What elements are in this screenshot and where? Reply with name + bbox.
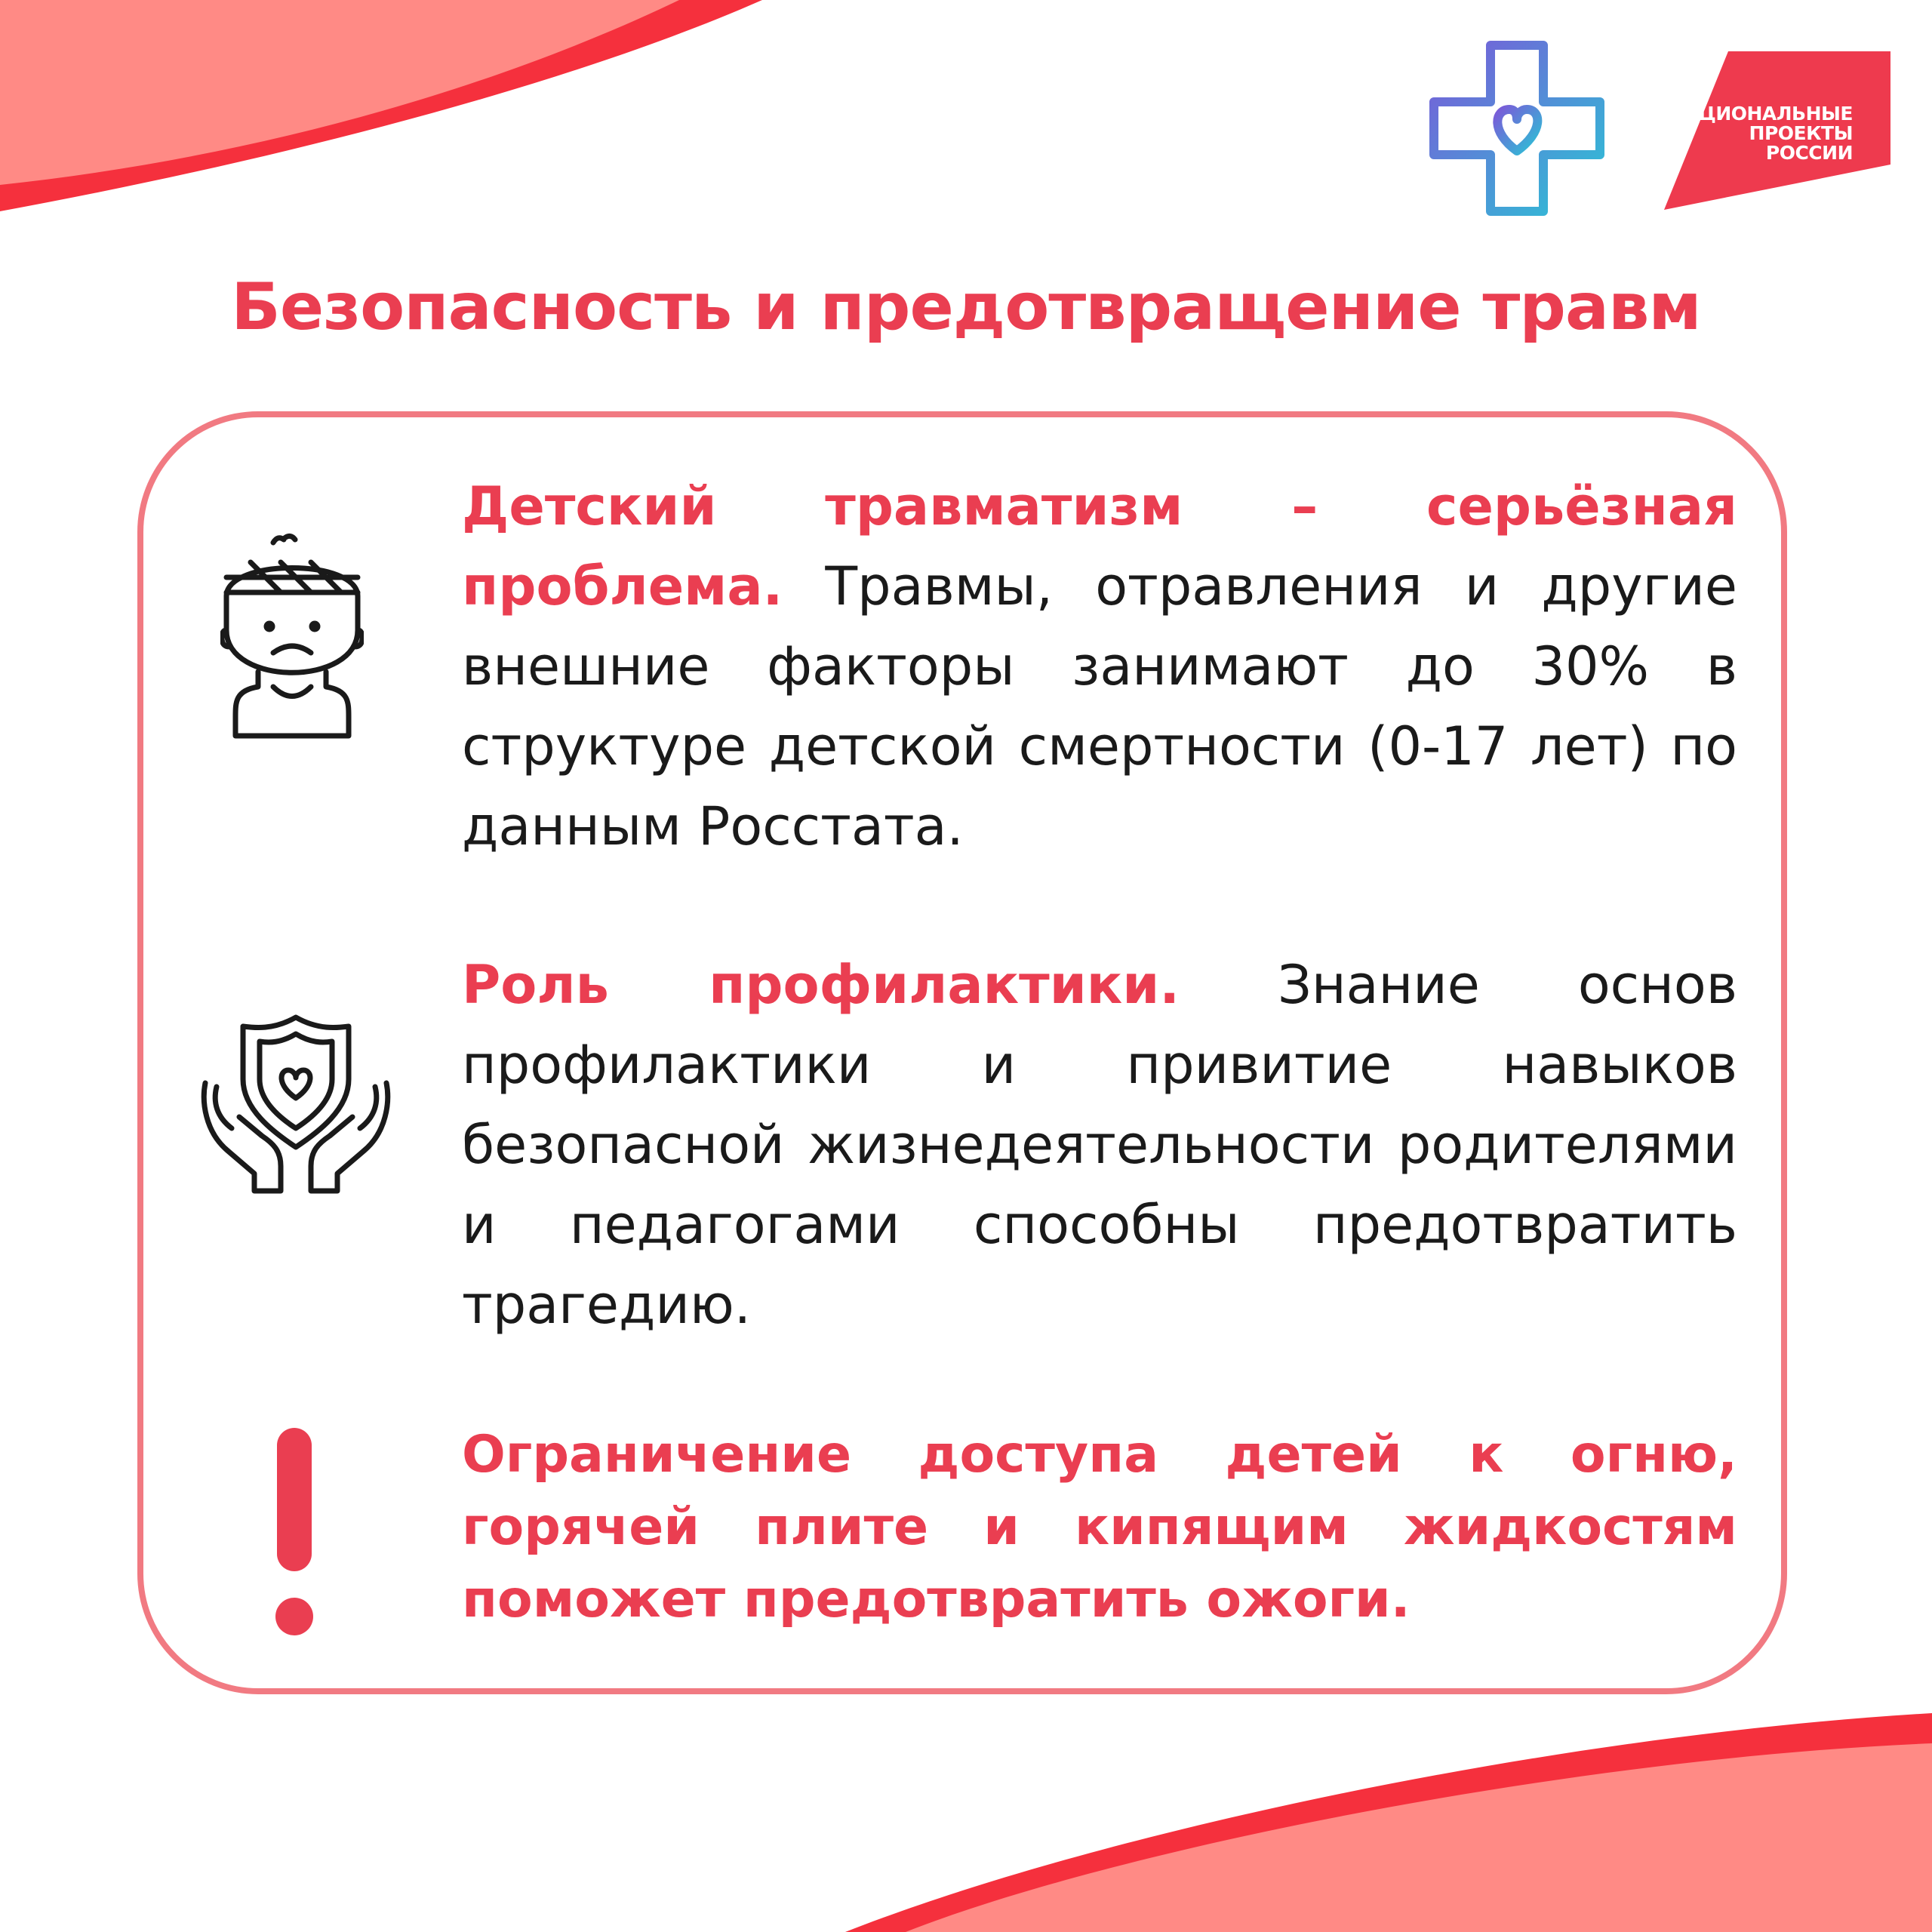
np-line-1: НАЦИОНАЛЬНЫЕ bbox=[1669, 103, 1853, 125]
block-3-text: Ограничение доступа детей к огню, горячей плите и кипящим жидкостям поможет предотвратить ожоги. bbox=[462, 1425, 1737, 1629]
text-block-child-injury bbox=[462, 466, 1737, 866]
national-projects-label bbox=[1664, 104, 1853, 163]
top-left-wave-light bbox=[0, 0, 679, 185]
page-title: Безопасность и предотвращение травм bbox=[231, 269, 1701, 345]
text-block-burns-warning bbox=[462, 1419, 1737, 1636]
exclamation-icon bbox=[268, 1428, 321, 1639]
hands-shield-heart-icon bbox=[198, 1011, 394, 1200]
block-2-heading: Роль профилактики. bbox=[462, 954, 1180, 1016]
block-2-text: Знание основ профилактики и привитие навыков безопасной жизнедеятельности родителями и педагогами способны предотвратить трагедию. bbox=[462, 954, 1737, 1336]
bottom-right-wave-light bbox=[906, 1743, 1932, 1932]
national-projects-logo bbox=[1657, 51, 1898, 214]
medical-cross-heart-icon bbox=[1419, 38, 1623, 242]
np-line-3: РОССИИ bbox=[1765, 142, 1853, 164]
block-1-heading: Детский травматизм – серьёзная проблема. bbox=[462, 475, 1737, 617]
injured-child-icon bbox=[220, 532, 364, 743]
block-1-text: Травмы, отравления и другие внешние факторы занимают до 30% в структуре детской смертности (0-17 лет) по данным Росстата. bbox=[462, 555, 1737, 857]
np-line-2: ПРОЕКТЫ bbox=[1749, 122, 1853, 144]
text-block-prevention bbox=[462, 945, 1737, 1345]
